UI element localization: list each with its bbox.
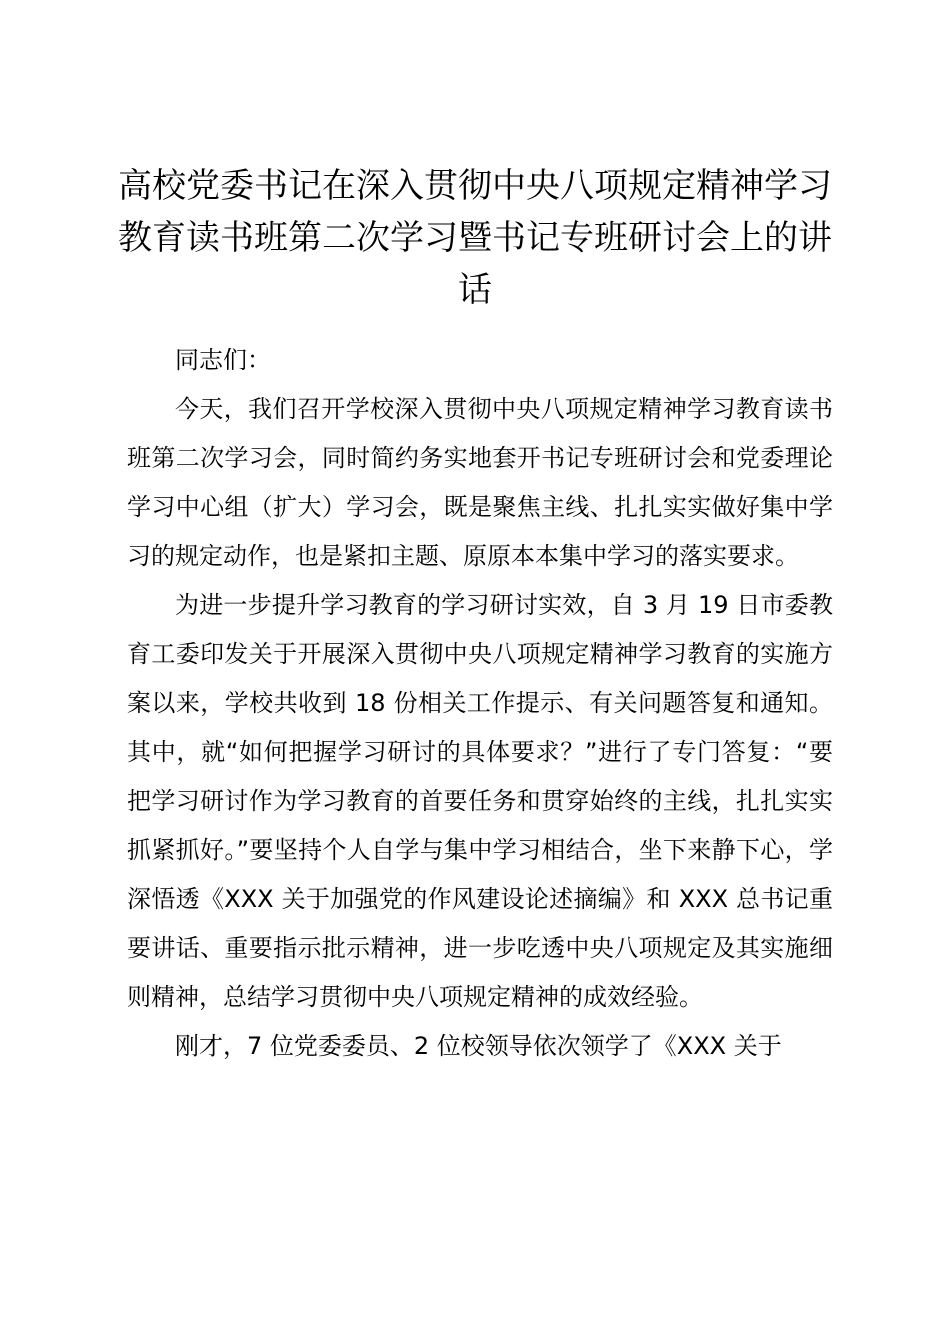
paragraph-2: 为进一步提升学习教育的学习研讨实效，自 3 月 19 日市委教育工委印发关于开展深入贯彻中央八项规定精神学习教育的实施方案以来，学校共收到 18 份相关工作提示、有关问题答复和通知。其中，就“如何把握学习研讨的具体要求？”进行了专门答复：“要把学习研讨作为学习教育的首要任务和贯穿始终的主线，扎扎实实抓紧抓好。”要坚持个人自学与集中学习相结合，坐下来静下心，学深悟透《XXX 关于加强党的作风建设论述摘编》和 XXX 总书记重要讲话、重要指示批示精神，进一步吃透中央八项规定及其实施细则精神，总结学习贯彻中央八项规定精神的成效经验。 [127, 591, 833, 1011]
paragraph-1: 今天，我们召开学校深入贯彻中央八项规定精神学习教育读书班第二次学习会，同时简约务实地套开书记专班研讨会和党委理论学习中心组（扩大）学习会，既是聚焦主线、扎扎实实做好集中学习的规定动作，也是紧扣主题、原原本本集中学习的落实要求。 [127, 395, 833, 570]
document-body [127, 336, 833, 1071]
paragraph-3: 刚才，7 位党委委员、2 位校领导依次领学了《XXX 关于 [175, 1032, 782, 1060]
document-title: 高校党委书记在深入贯彻中央八项规定精神学习教育读书班第二次学习暨书记专班研讨会上的讲话 [118, 166, 832, 310]
salutation: 同志们： [175, 346, 271, 374]
